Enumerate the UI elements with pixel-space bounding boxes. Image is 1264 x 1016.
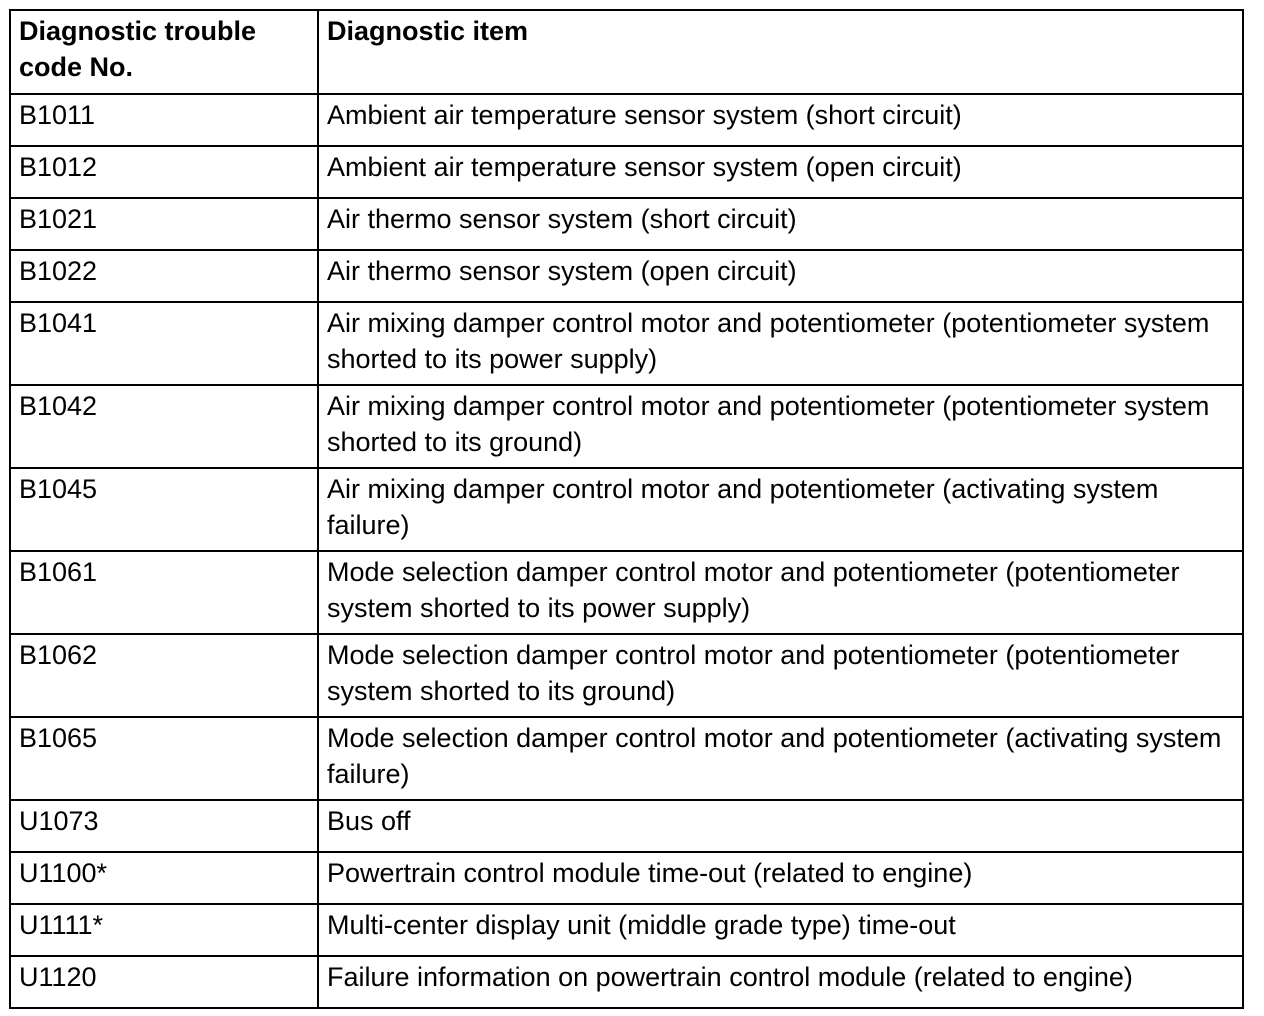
table-row	[10, 146, 1243, 198]
item-cell: Ambient air temperature sensor system (short circuit)	[318, 94, 1243, 146]
table-row	[10, 385, 1243, 468]
table-row	[10, 634, 1243, 717]
item-cell: Air mixing damper control motor and potentiometer (potentiometer system shorted to its power supply)	[318, 302, 1243, 385]
header-item: Diagnostic item	[318, 10, 1243, 94]
item-cell: Mode selection damper control motor and potentiometer (potentiometer system shorted to its power supply)	[318, 551, 1243, 634]
table-row	[10, 717, 1243, 800]
item-cell: Powertrain control module time-out (related to engine)	[318, 852, 1243, 904]
code-cell: U1073	[10, 800, 318, 852]
table-row	[10, 468, 1243, 551]
code-cell: B1045	[10, 468, 318, 551]
code-cell: B1021	[10, 198, 318, 250]
code-cell: U1111*	[10, 904, 318, 956]
table-row	[10, 956, 1243, 1008]
table-row	[10, 904, 1243, 956]
table-body	[10, 94, 1243, 1008]
table-header	[10, 10, 1243, 94]
header-row	[10, 10, 1243, 94]
code-cell: B1061	[10, 551, 318, 634]
code-cell: B1065	[10, 717, 318, 800]
table-row	[10, 198, 1243, 250]
item-cell: Air mixing damper control motor and potentiometer (potentiometer system shorted to its ground)	[318, 385, 1243, 468]
table-row	[10, 302, 1243, 385]
code-cell: B1012	[10, 146, 318, 198]
item-cell: Air mixing damper control motor and potentiometer (activating system failure)	[318, 468, 1243, 551]
table-row	[10, 852, 1243, 904]
item-cell: Mode selection damper control motor and potentiometer (potentiometer system shorted to its ground)	[318, 634, 1243, 717]
code-cell: B1041	[10, 302, 318, 385]
item-cell: Ambient air temperature sensor system (open circuit)	[318, 146, 1243, 198]
code-cell: B1022	[10, 250, 318, 302]
table-row	[10, 800, 1243, 852]
code-cell: B1011	[10, 94, 318, 146]
code-cell: B1062	[10, 634, 318, 717]
code-cell: B1042	[10, 385, 318, 468]
code-cell: U1120	[10, 956, 318, 1008]
item-cell: Air thermo sensor system (short circuit)	[318, 198, 1243, 250]
table-row	[10, 551, 1243, 634]
item-cell: Bus off	[318, 800, 1243, 852]
diagnostic-trouble-code-table	[9, 9, 1244, 1009]
item-cell: Mode selection damper control motor and potentiometer (activating system failure)	[318, 717, 1243, 800]
table-row	[10, 250, 1243, 302]
table-row	[10, 94, 1243, 146]
header-code: Diagnostic trouble code No.	[10, 10, 318, 94]
item-cell: Air thermo sensor system (open circuit)	[318, 250, 1243, 302]
code-cell: U1100*	[10, 852, 318, 904]
item-cell: Failure information on powertrain control module (related to engine)	[318, 956, 1243, 1008]
item-cell: Multi-center display unit (middle grade type) time-out	[318, 904, 1243, 956]
